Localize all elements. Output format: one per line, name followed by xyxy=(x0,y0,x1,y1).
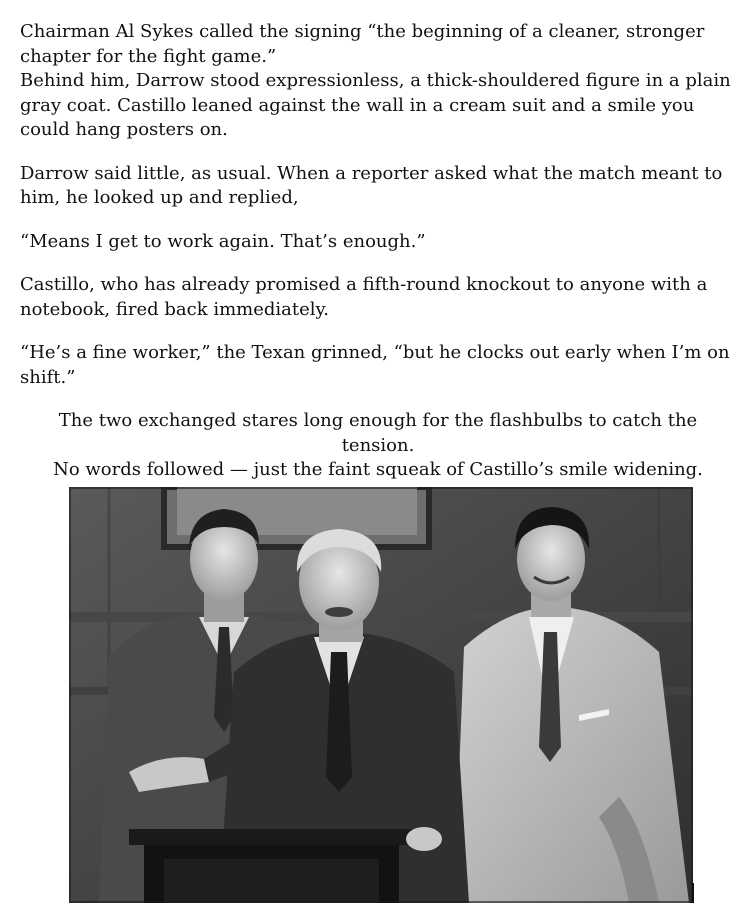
article-body xyxy=(20,20,736,502)
paragraph: Darrow said little, as usual. When a reporter asked what the match meant to him, he looked up and replied, xyxy=(20,162,723,208)
paragraph: “Means I get to work again. That’s enough.” xyxy=(20,230,426,252)
photo-edge-mark xyxy=(692,883,694,903)
centered-line: The two exchanged stares long enough for the flashbulbs to catch the tension. xyxy=(58,410,698,456)
press-photo-illustration xyxy=(69,487,693,903)
centered-line: No words followed — just the faint squeak of Castillo’s smile widening. xyxy=(53,459,703,480)
paragraph: Chairman Al Sykes called the signing “the beginning of a cleaner, stronger chapter for the fight game.” xyxy=(20,21,705,67)
paragraph: Behind him, Darrow stood expressionless, a thick-shouldered figure in a plain gray coat. Castillo leaned against the wall in a cream suit and a smile you could hang posters on. xyxy=(20,70,731,140)
paragraph: Castillo, who has already promised a fifth-round knockout to anyone with a notebook, fired back immediately. xyxy=(20,274,708,320)
paragraph: “He’s a fine worker,” the Texan grinned, “but he clocks out early when I’m on shift.” xyxy=(20,342,730,388)
press-photo xyxy=(69,487,693,903)
podium xyxy=(129,827,442,903)
